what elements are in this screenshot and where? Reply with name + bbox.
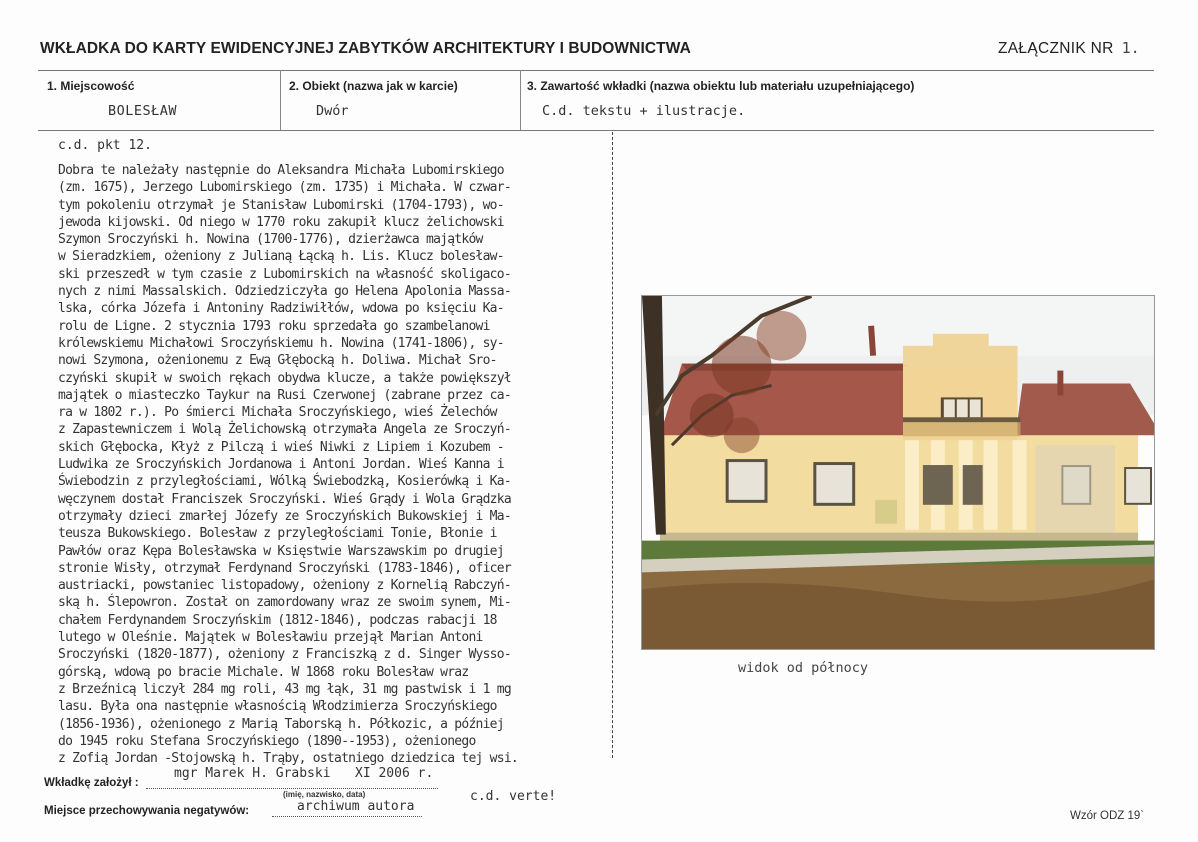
object-label: 2. Obiekt (nazwa jak w karcie) (289, 79, 458, 93)
author-date: XI 2006 r. (355, 766, 434, 781)
body-line: Świebodzin z przyległościami, Wólką Świebodzką, Kosierówką i Ka- (58, 474, 511, 490)
author-label: Wkładkę założył : (44, 777, 139, 789)
form-title: WKŁADKA DO KARTY EWIDENCYJNEJ ZABYTKÓW ARCHITEKTURY I BUDOWNICTWA (40, 40, 691, 57)
body-line: teusza Bukowskiego. Bolesław z przyległościami Tonie, Błonie i (58, 526, 497, 542)
body-line: w Sieradzkiem, ożeniony z Julianą Łącką h. Lis. Klucz bolesław- (58, 249, 504, 265)
locality-label: 1. Miejscowość (47, 79, 135, 93)
body-line: austriacki, powstaniec listopadowy, ożeniony z Kornelią Rabczyń- (58, 578, 511, 594)
body-line: węczynem dostał Franciszek Sroczyński. Wieś Grądy i Wola Grądzka (58, 491, 511, 507)
locality-value: BOLESŁAW (108, 103, 178, 119)
body-line: z Brzeźnicą liczył 284 mg roli, 43 mg łąk, 31 mg pastwisk i 1 mg (58, 681, 511, 697)
body-line: nowi Szymona, ożenionemu z Ewą Głębocką h. Doliwa. Michał Sro- (58, 353, 497, 369)
field-divider-1 (280, 70, 281, 130)
body-line: ską h. Ślepowron. Został on zamordowany wraz ze swoim synem, Mi- (58, 595, 511, 611)
author-hint: (imię, nazwisko, data) (283, 790, 366, 799)
body-line: Szymon Sroczyński h. Nowina (1700-1776), dzierżawca majątków (58, 232, 483, 248)
body-line: lasu. Była ona następnie własnością Włodzimierza Sroczyńskiego (58, 699, 497, 715)
body-line: z Zofią Jordan -Stojowską h. Trąby, ostatniego dziedzica tej wsi. (58, 751, 518, 767)
negatives-label: Miejsce przechowywania negatywów: (44, 805, 250, 817)
body-line: otrzymały dzieci zmarłej Józefy ze Sroczyńskich Bukowskiej i Ma- (58, 508, 511, 524)
body-line: skich Głębocka, Kłyż z Pilczą i wieś Niwki z Lipiem i Kozubem - (58, 439, 504, 455)
author-dotted-line (146, 788, 438, 789)
body-line: królewskiemu Michałowi Sroczyńskiemu h. Nowina (1741-1806), sy- (58, 335, 504, 351)
annex-value: 1. (1121, 39, 1140, 57)
body-line: chałem Ferdynandem Sroczyńskim (1812-1846), podczas rabacji 18 (58, 612, 497, 628)
annex-label: ZAŁĄCZNIK NR (998, 40, 1114, 57)
body-line: ra w 1802 r.). Po śmierci Michała Sroczyńskiego, wieś Żelechów (58, 405, 497, 421)
body-line: czyński skupił w swoich rękach obydwa klucze, a także powiększył (58, 370, 511, 386)
continuation-note: c.d. pkt 12. (58, 138, 152, 153)
continued-note: c.d. verte! (470, 789, 557, 804)
contents-value: C.d. tekstu + ilustracje. (542, 103, 746, 119)
negatives-value: archiwum autora (297, 799, 415, 814)
body-line: nych z nimi Massalskich. Odziedziczyła go Helena Apolonia Massa- (58, 284, 511, 300)
body-line: (1856-1936), ożenionego z Marią Taborską h. Półkozic, a później (58, 716, 504, 732)
body-line: Sroczyński (1820-1877), ożeniony z Franciszką z d. Singer Wysso- (58, 647, 511, 663)
photo-caption: widok od północy (738, 660, 869, 676)
body-text (58, 162, 606, 767)
body-line: rolu de Ligne. 2 stycznia 1793 roku sprzedała go szambelanowi (58, 318, 490, 334)
manor-photo-image (642, 296, 1154, 649)
header-bottom-rule (38, 130, 1154, 131)
author-name: mgr Marek H. Grabski (174, 766, 331, 781)
body-line: ski przeszedł w tym czasie z Lubomirskich na własność skoligaco- (58, 266, 511, 282)
body-line: z Zapastewniczem i Wolą Żelichowską otrzymała Angela ze Sroczyń- (58, 422, 511, 438)
form-pattern: Wzór ODZ 19` (1070, 810, 1145, 822)
body-line: lutego w Oleśnie. Majątek w Bolesławiu przejął Marian Antoni (58, 630, 483, 646)
body-line: Pawłów oraz Kępa Bolesławska w Księstwie Warszawskim po drugiej (58, 543, 504, 559)
body-line: Dobra te należały następnie do Aleksandra Michała Lubomirskiego (58, 163, 504, 178)
body-line: stronie Wisły, otrzymał Ferdynand Sroczyński (1783-1846), oficer (58, 560, 511, 576)
column-separator (612, 132, 613, 758)
body-line: Ludwika ze Sroczyńskich Jordanowa i Antoni Jordan. Wieś Kanna i (58, 457, 504, 473)
body-line: jewoda kijowski. Od niego w 1770 roku zakupił klucz żelichowski (58, 214, 504, 230)
body-line: lska, córka Józefa i Antoniny Radziwiłłów, wdowa po księciu Ka- (58, 301, 504, 317)
field-divider-2 (520, 70, 521, 130)
body-line: (zm. 1675), Jerzego Lubomirskiego (zm. 1735) i Michała. W czwar- (58, 180, 511, 196)
body-line: górską, wdową po bracie Michale. W 1868 roku Bolesław wraz (58, 664, 469, 680)
contents-label: 3. Zawartość wkładki (nazwa obiektu lub materiału uzupełniającego) (527, 79, 915, 93)
header-top-rule (38, 70, 1154, 71)
body-line: majątek o miasteczko Taykur na Rusi Czerwonej (zabrane przez ca- (58, 387, 511, 403)
body-line: do 1945 roku Stefana Sroczyńskiego (1890--1953), ożenionego (58, 733, 476, 749)
negatives-dotted-line (272, 816, 422, 817)
manor-photo (641, 295, 1155, 650)
annex-number (998, 39, 1140, 58)
object-value: Dwór (316, 103, 349, 119)
body-line: tym pokoleniu otrzymał je Stanisław Lubomirski (1704-1793), wo- (58, 197, 504, 213)
